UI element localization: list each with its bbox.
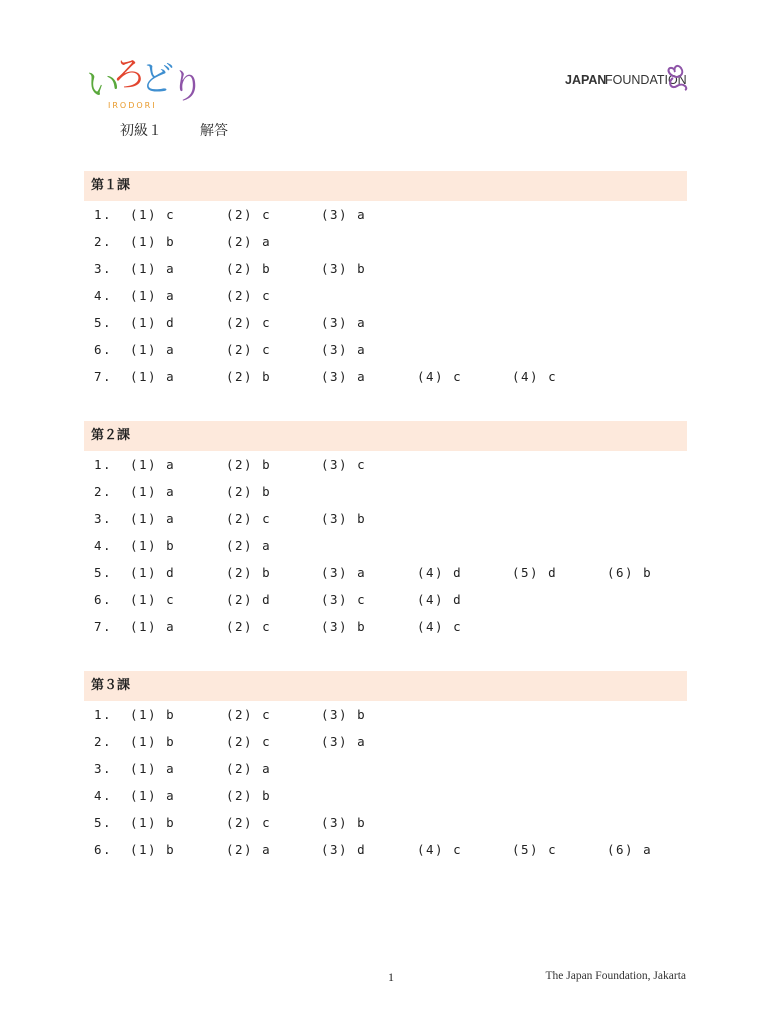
answer-item: (1) c xyxy=(130,207,176,222)
answer-row xyxy=(84,586,687,613)
svg-text:ど: ど xyxy=(140,59,174,99)
answer-item: (1) a xyxy=(130,484,176,499)
answer-item: (3) b xyxy=(321,511,367,526)
question-number: 5. xyxy=(94,815,113,830)
answer-item: (1) c xyxy=(130,592,176,607)
answer-row xyxy=(84,728,687,755)
answer-item: (1) a xyxy=(130,788,176,803)
answer-item: (3) b xyxy=(321,619,367,634)
answer-item: (2) c xyxy=(226,288,272,303)
svg-text:り: り xyxy=(170,67,204,107)
answer-item: (1) b xyxy=(130,234,176,249)
lesson-section xyxy=(84,671,687,863)
answer-item: (4) d xyxy=(417,565,463,580)
question-number: 3. xyxy=(94,511,113,526)
answer-item: (3) b xyxy=(321,261,367,276)
lesson-title: 第１課 xyxy=(84,171,687,201)
answer-item: (2) b xyxy=(226,788,272,803)
answer-item: (5) c xyxy=(512,842,558,857)
question-number: 3. xyxy=(94,261,113,276)
question-number: 2. xyxy=(94,484,113,499)
answer-item: (3) c xyxy=(321,457,367,472)
answer-item: (2) c xyxy=(226,207,272,222)
answer-item: (3) a xyxy=(321,342,367,357)
answer-item: (3) a xyxy=(321,207,367,222)
answer-row xyxy=(84,282,687,309)
answer-row xyxy=(84,559,687,586)
question-number: 6. xyxy=(94,592,113,607)
answer-item: (2) c xyxy=(226,707,272,722)
question-number: 7. xyxy=(94,369,113,384)
answer-row xyxy=(84,336,687,363)
answer-item: (1) d xyxy=(130,565,176,580)
answer-item: (2) c xyxy=(226,342,272,357)
question-number: 2. xyxy=(94,234,113,249)
answer-item: (4) c xyxy=(512,369,558,384)
answer-item: (2) c xyxy=(226,511,272,526)
answer-item: (2) c xyxy=(226,315,272,330)
answer-item: (3) b xyxy=(321,815,367,830)
answer-item: (1) b xyxy=(130,842,176,857)
question-number: 1. xyxy=(94,457,113,472)
answer-item: (2) b xyxy=(226,484,272,499)
answer-row xyxy=(84,505,687,532)
svg-text:い: い xyxy=(86,65,120,105)
answer-item: (2) a xyxy=(226,761,272,776)
answer-item: (1) a xyxy=(130,369,176,384)
lesson-section xyxy=(84,421,687,640)
answer-item: (5) d xyxy=(512,565,558,580)
question-number: 2. xyxy=(94,734,113,749)
answer-item: (1) d xyxy=(130,315,176,330)
question-number: 4. xyxy=(94,538,113,553)
document-subtitle xyxy=(120,120,228,140)
question-number: 3. xyxy=(94,761,113,776)
answer-item: (3) a xyxy=(321,565,367,580)
question-number: 5. xyxy=(94,565,113,580)
answer-row xyxy=(84,451,687,478)
question-number: 4. xyxy=(94,788,113,803)
answers-label: 解答 xyxy=(200,123,228,139)
answer-item: (2) a xyxy=(226,842,272,857)
answer-item: (1) a xyxy=(130,261,176,276)
answer-row xyxy=(84,228,687,255)
answer-row xyxy=(84,809,687,836)
answer-item: (1) a xyxy=(130,342,176,357)
answer-row xyxy=(84,532,687,559)
answer-item: (1) a xyxy=(130,288,176,303)
question-number: 1. xyxy=(94,207,113,222)
answer-item: (2) c xyxy=(226,734,272,749)
level-label: 初級１ xyxy=(120,123,162,139)
answer-row xyxy=(84,255,687,282)
answer-list xyxy=(84,701,687,863)
footer-organization: The Japan Foundation, Jakarta xyxy=(545,970,686,982)
question-number: 6. xyxy=(94,842,113,857)
answer-item: (1) b xyxy=(130,734,176,749)
answer-item: (2) d xyxy=(226,592,272,607)
answer-item: (2) b xyxy=(226,369,272,384)
svg-text:JAPAN: JAPAN xyxy=(565,73,607,87)
answer-item: (2) b xyxy=(226,261,272,276)
answer-item: (4) c xyxy=(417,369,463,384)
answer-item: (2) a xyxy=(226,234,272,249)
question-number: 1. xyxy=(94,707,113,722)
answer-item: (3) d xyxy=(321,842,367,857)
answer-item: (3) a xyxy=(321,315,367,330)
answer-row xyxy=(84,755,687,782)
answer-row xyxy=(84,478,687,505)
question-number: 6. xyxy=(94,342,113,357)
page-number: 1 xyxy=(388,970,394,984)
answer-item: (1) b xyxy=(130,815,176,830)
answer-item: (3) a xyxy=(321,734,367,749)
lesson-title: 第３課 xyxy=(84,671,687,701)
answer-item: (1) a xyxy=(130,619,176,634)
answer-item: (3) c xyxy=(321,592,367,607)
answer-list xyxy=(84,201,687,390)
answer-item: (1) a xyxy=(130,511,176,526)
answer-item: (4) d xyxy=(417,592,463,607)
answer-item: (3) b xyxy=(321,707,367,722)
svg-text:ろ: ろ xyxy=(112,55,146,95)
answer-item: (4) c xyxy=(417,619,463,634)
answer-item: (1) a xyxy=(130,457,176,472)
svg-text:FOUNDATION: FOUNDATION xyxy=(605,73,687,87)
answer-row xyxy=(84,613,687,640)
answer-item: (6) b xyxy=(607,565,653,580)
answer-row xyxy=(84,836,687,863)
answer-item: (2) a xyxy=(226,538,272,553)
answer-row xyxy=(84,201,687,228)
answer-list xyxy=(84,451,687,640)
lesson-title: 第２課 xyxy=(84,421,687,451)
question-number: 4. xyxy=(94,288,113,303)
answer-item: (6) a xyxy=(607,842,653,857)
question-number: 7. xyxy=(94,619,113,634)
irodori-logo xyxy=(86,50,206,112)
answer-row xyxy=(84,363,687,390)
japan-foundation-logo xyxy=(565,62,695,92)
answer-row xyxy=(84,309,687,336)
answer-item: (1) b xyxy=(130,538,176,553)
answer-item: (3) a xyxy=(321,369,367,384)
answer-item: (2) b xyxy=(226,565,272,580)
question-number: 5. xyxy=(94,315,113,330)
answer-item: (1) b xyxy=(130,707,176,722)
svg-text:IRODORI: IRODORI xyxy=(108,101,157,110)
answer-item: (1) a xyxy=(130,761,176,776)
answer-item: (2) b xyxy=(226,457,272,472)
answer-item: (4) c xyxy=(417,842,463,857)
answer-item: (2) c xyxy=(226,619,272,634)
answer-row xyxy=(84,782,687,809)
answer-row xyxy=(84,701,687,728)
lesson-section xyxy=(84,171,687,390)
answer-item: (2) c xyxy=(226,815,272,830)
